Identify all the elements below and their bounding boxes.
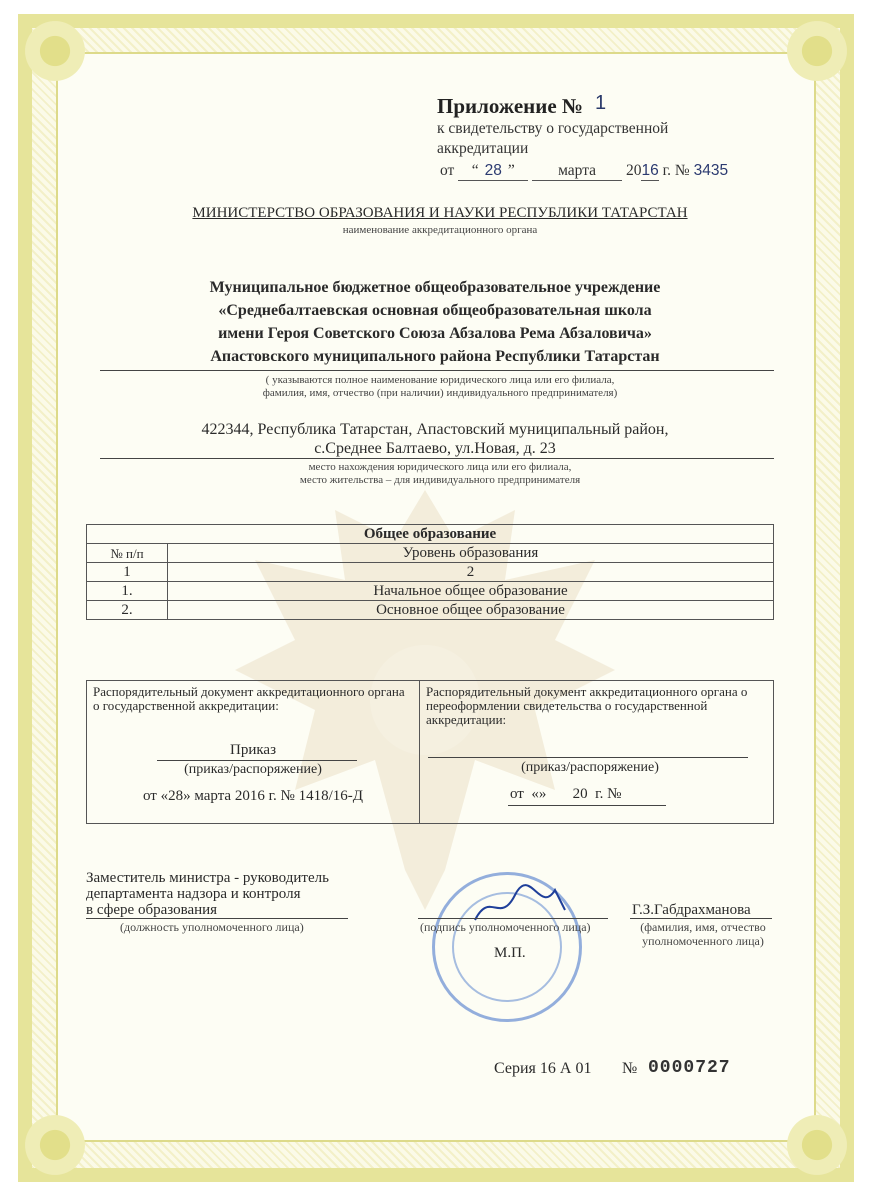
ministry-caption: наименование аккредитационного органа — [342, 224, 538, 236]
appendix-title: Приложение № — [437, 94, 584, 118]
divider — [157, 760, 357, 761]
organization-caption — [100, 374, 780, 400]
year-mark: г. № — [662, 162, 690, 179]
address — [90, 420, 780, 458]
table-title: Общее образование — [87, 525, 774, 544]
year-value: 16 — [641, 162, 659, 179]
position-line-2: департамента надзора и контроля — [86, 886, 301, 902]
reissue-order-box — [419, 680, 774, 824]
reissue-date: от «» 20 г. № — [510, 786, 622, 802]
divider — [630, 918, 772, 919]
row-level: Начальное общее образование — [168, 582, 774, 601]
address-caption-2: место жительства – для индивидуального предпринимателя — [299, 474, 581, 486]
org-line-1: Муниципальное бюджетное общеобразовательное учреждение — [209, 279, 661, 296]
col-index-2: 2 — [168, 563, 774, 582]
corner-ornament — [20, 1110, 90, 1180]
signatory-position — [86, 870, 329, 918]
left-heading: Распорядительный документ аккредитационного органа о государственной аккредитации: — [93, 684, 405, 713]
col-index-1: 1 — [87, 563, 168, 582]
quote-close: ” — [507, 162, 515, 179]
table-row — [87, 582, 774, 601]
right-heading: Распорядительный документ аккредитационного органа о переоформлении свидетельства о государственной аккредитации: — [426, 684, 748, 727]
position-line-3: в сфере образования — [86, 902, 218, 918]
row-level: Основное общее образование — [168, 601, 774, 620]
reissue-type-caption: (приказ/распоряжение) — [521, 760, 659, 775]
org-line-3: имени Героя Советского Союза Абзалова Рема Абзаловича» — [218, 325, 652, 342]
address-line-1: 422344, Республика Татарстан, Апастовский муниципальный район, — [201, 421, 669, 438]
divider — [428, 757, 748, 758]
name-caption-2: уполномоченного лица) — [642, 934, 764, 948]
row-number: 1. — [87, 582, 168, 601]
education-table — [86, 524, 774, 620]
org-line-2: «Среднебалтаевская основная общеобразовательная школа — [218, 302, 652, 319]
org-line-4: Апастовского муниципального района Республики Татарстан — [210, 348, 660, 365]
row-number: 2. — [87, 601, 168, 620]
signature-line — [418, 918, 608, 919]
col-level-header: Уровень образования — [168, 544, 774, 563]
day-field — [458, 162, 528, 181]
org-caption-1: ( указываются полное наименование юридического лица или его филиала, — [265, 374, 615, 386]
appendix-number: 1 — [595, 92, 607, 114]
corner-ornament — [782, 1110, 852, 1180]
col-number-header: № п/п — [87, 544, 168, 563]
position-caption: (должность уполномоченного лица) — [120, 920, 304, 934]
month-value: марта — [532, 162, 622, 181]
divider — [100, 458, 774, 459]
order-type-caption: (приказ/распоряжение) — [184, 762, 322, 777]
divider — [100, 370, 774, 371]
series-label: Серия 16 А 01 — [494, 1060, 592, 1077]
order-type: Приказ — [229, 742, 276, 758]
name-caption-1: (фамилия, имя, отчество — [640, 920, 766, 934]
position-line-1: Заместитель министра - руководитель — [86, 870, 329, 886]
table-index-row — [87, 563, 774, 582]
address-caption — [100, 461, 780, 487]
address-caption-1: место нахождения юридического лица или его филиала, — [308, 461, 572, 473]
header-line-2: аккредитации — [437, 140, 529, 157]
ministry-name: МИНИСТЕРСТВО ОБРАЗОВАНИЯ И НАУКИ РЕСПУБЛИКИ ТАТАРСТАН — [192, 205, 688, 221]
series-number: 0000727 — [648, 1058, 731, 1078]
divider — [86, 918, 348, 919]
corner-ornament — [782, 16, 852, 86]
day-value: 28 — [484, 162, 502, 179]
cert-number: 3435 — [693, 162, 729, 179]
divider — [508, 805, 666, 806]
address-line-2: с.Среднее Балтаево, ул.Новая, д. 23 — [314, 440, 556, 457]
name-caption — [628, 920, 778, 948]
header-line-1: к свидетельству о государственной — [437, 120, 669, 137]
table-header-row — [87, 544, 774, 563]
from-prefix: от — [440, 162, 455, 179]
signature-caption: (подпись уполномоченного лица) — [420, 920, 591, 934]
organization-name — [90, 276, 780, 368]
series-number-label: № — [622, 1060, 638, 1077]
org-caption-2: фамилия, имя, отчество (при наличии) индивидуального предпринимателя) — [262, 387, 618, 399]
header-date-line — [440, 162, 728, 181]
corner-ornament — [20, 16, 90, 86]
accreditation-order-box — [86, 680, 420, 824]
table-title-row — [87, 525, 774, 544]
year-prefix: 20 — [625, 162, 642, 179]
quote-open: “ — [471, 162, 479, 179]
order-date: от «28» марта 2016 г. № 1418/16-Д — [142, 788, 364, 804]
signatory-name: Г.З.Габдрахманова — [632, 902, 751, 918]
table-row — [87, 601, 774, 620]
stamp-place: М.П. — [494, 945, 526, 961]
